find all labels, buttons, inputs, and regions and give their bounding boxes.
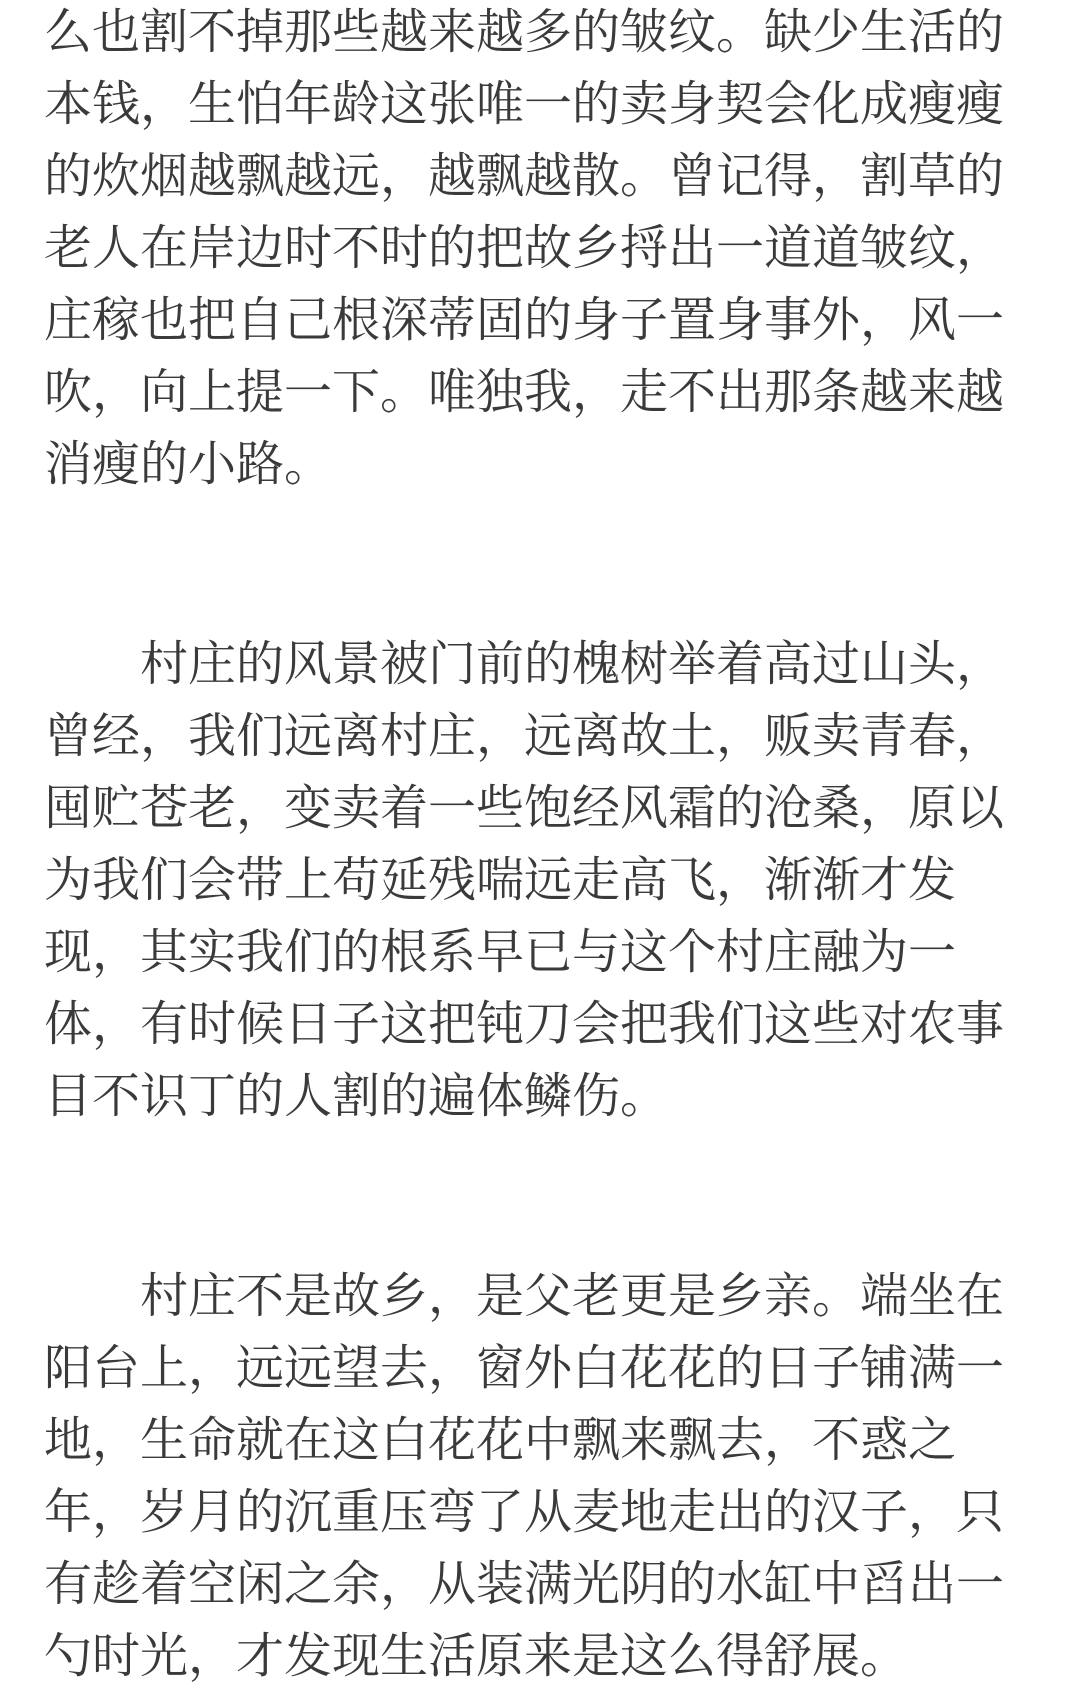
paragraph-3 [44, 1260, 1004, 1692]
text-line: 地，生命就在这白花花中飘来飘去，不惑之 [44, 1412, 957, 1468]
text-line: 目不识丁的人割的遍体鳞伤。 [44, 1068, 669, 1124]
text-line: 村庄不是故乡，是父老更是乡亲。端坐在 [140, 1268, 1005, 1324]
text-line: 庄稼也把自己根深蒂固的身子置身事外，风一 [44, 292, 1005, 348]
text-line: 的炊烟越飘越远，越飘越散。曾记得，割草的 [44, 148, 1005, 204]
text-line: 勺时光，才发现生活原来是这么得舒展。 [44, 1628, 909, 1684]
article-body [44, 0, 1004, 1692]
text-line: 么也割不掉那些越来越多的皱纹。缺少生活的 [44, 4, 1005, 60]
text-line: 为我们会带上苟延残喘远走高飞，渐渐才发 [44, 852, 957, 908]
paragraph-spacer [44, 1132, 1004, 1260]
text-line: 阳台上，远远望去，窗外白花花的日子铺满一 [44, 1340, 1005, 1396]
text-line: 年，岁月的沉重压弯了从麦地走出的汉子，只 [44, 1484, 1005, 1540]
text-line: 村庄的风景被门前的槐树举着高过山头， [140, 636, 1005, 692]
text-line: 现，其实我们的根系早已与这个村庄融为一 [44, 924, 957, 980]
text-line: 本钱，生怕年龄这张唯一的卖身契会化成瘦瘦 [44, 76, 1005, 132]
text-line: 有趁着空闲之余，从装满光阴的水缸中舀出一 [44, 1556, 1005, 1612]
paragraph-1 [44, 0, 1004, 500]
paragraph-2 [44, 628, 1004, 1132]
text-line: 体，有时候日子这把钝刀会把我们这些对农事 [44, 996, 1005, 1052]
text-line: 消瘦的小路。 [44, 436, 333, 492]
text-line: 吹，向上提一下。唯独我，走不出那条越来越 [44, 364, 1005, 420]
paragraph-spacer [44, 500, 1004, 628]
text-line: 曾经，我们远离村庄，远离故土，贩卖青春， [44, 708, 1005, 764]
text-line: 囤贮苍老，变卖着一些饱经风霜的沧桑，原以 [44, 780, 1005, 836]
text-line: 老人在岸边时不时的把故乡捋出一道道皱纹， [44, 220, 1005, 276]
